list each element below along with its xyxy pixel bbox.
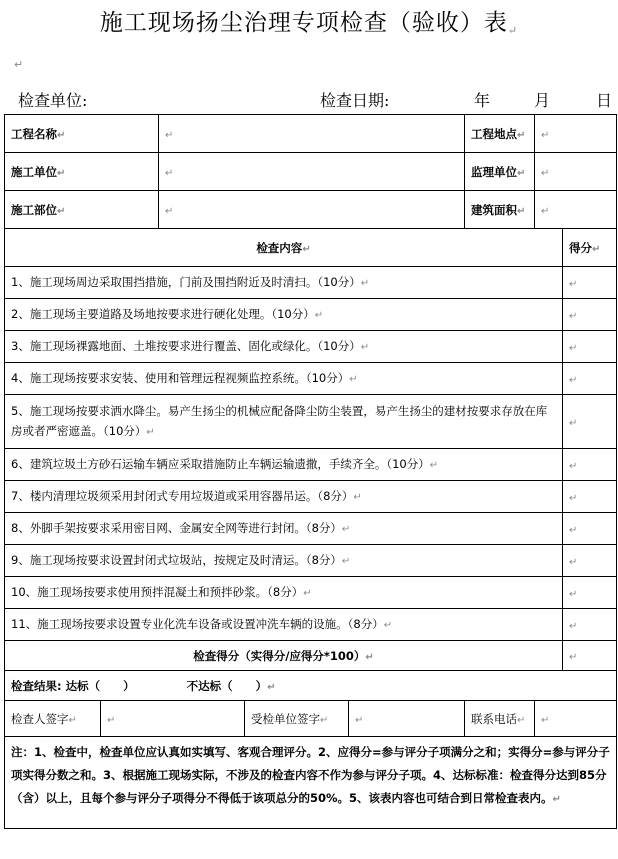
check-item: 5、施工现场按要求洒水降尘。易产生扬尘的机械应配备降尘防尘装置，易产生扬尘的建材按要求存放在库房或者严密遮盖。（10分）↵	[5, 395, 563, 449]
header-line	[18, 88, 616, 110]
form-title	[0, 4, 618, 37]
score-header: 得分↵	[563, 229, 617, 267]
result-row: 检查结果: 达标（ ） 不达标（ ）↵	[5, 671, 617, 701]
content-header: 检查内容↵	[5, 229, 563, 267]
check-item: 1、施工现场周边采取围挡措施，门前及围挡附近及时清扫。（10分）↵	[5, 267, 563, 299]
inspector-label: 检查人签字↵	[5, 701, 101, 737]
check-item: 4、施工现场按要求安装、使用和管理远程视频监控系统。（10分）↵	[5, 363, 563, 395]
inspected-unit-signature-field[interactable]: ↵	[349, 701, 465, 737]
construction-dept-label: 施工部位↵	[5, 191, 159, 229]
check-item: 9、施工现场按要求设置封闭式垃圾站，按规定及时清运。（8分）↵	[5, 545, 563, 577]
return-mark: ↵	[14, 58, 24, 71]
result-fail[interactable]: 不达标（ ）	[186, 678, 268, 693]
check-item: 6、建筑垃圾土方砂石运输车辆应采取措施防止车辆运输遗撒，手续齐全。（10分）↵	[5, 449, 563, 481]
score-field[interactable]: ↵	[563, 545, 617, 577]
project-location-label: 工程地点↵	[465, 115, 535, 153]
score-field[interactable]: ↵	[563, 577, 617, 609]
project-name-field[interactable]: ↵	[159, 115, 465, 153]
result-label: 检查结果:	[11, 678, 62, 693]
result-pass[interactable]: 达标（ ）	[65, 678, 135, 693]
phone-label: 联系电话↵	[465, 701, 535, 737]
building-area-field[interactable]: ↵	[535, 191, 617, 229]
inspect-unit-label: 检查单位:	[18, 91, 88, 110]
score-field[interactable]: ↵	[563, 331, 617, 363]
score-field[interactable]: ↵	[563, 513, 617, 545]
inspect-date-label: 检查日期:	[320, 91, 390, 110]
project-name-label: 工程名称↵	[5, 115, 159, 153]
score-field[interactable]: ↵	[563, 481, 617, 513]
score-field[interactable]: ↵	[563, 267, 617, 299]
return-mark: ↵	[507, 24, 519, 37]
building-area-label: 建筑面积↵	[465, 191, 535, 229]
supervision-unit-label: 监理单位↵	[465, 153, 535, 191]
score-field[interactable]: ↵	[563, 609, 617, 641]
score-field[interactable]: ↵	[563, 363, 617, 395]
date-year-label: 年	[474, 91, 491, 110]
supervision-unit-field[interactable]: ↵	[535, 153, 617, 191]
inspection-table	[4, 114, 617, 829]
score-field[interactable]: ↵	[563, 395, 617, 449]
date-day-label: 日	[596, 91, 613, 110]
check-item: 8、外脚手架按要求采用密目网、金属安全网等进行封闭。（8分）↵	[5, 513, 563, 545]
total-score-label: 检查得分（实得分/应得分*100）↵	[5, 641, 563, 671]
check-item: 10、施工现场按要求使用预拌混凝土和预拌砂浆。（8分）↵	[5, 577, 563, 609]
notes: 注：1、检查中，检查单位应认真如实填写、客观合理评分。2、应得分=参与评分子项满分之和；实得分=参与评分子项实得分数之和。3、根据施工现场实际，不涉及的检查内容不作为参与评分子项。4、达标标准：检查得分达到85分（含）以上，且每个参与评分子项得分不得低于该项总分的50%。5、该表内容也可结合到日常检查表内。↵	[5, 737, 617, 829]
phone-field[interactable]: ↵	[535, 701, 617, 737]
score-field[interactable]: ↵	[563, 299, 617, 331]
check-item: 2、施工现场主要道路及场地按要求进行硬化处理。（10分）↵	[5, 299, 563, 331]
total-score-field[interactable]: ↵	[563, 641, 617, 671]
check-item: 7、楼内清理垃圾须采用封闭式专用垃圾道或采用容器吊运。（8分）↵	[5, 481, 563, 513]
inspected-unit-label: 受检单位签字↵	[245, 701, 349, 737]
project-location-field[interactable]: ↵	[535, 115, 617, 153]
form-title-text: 施工现场扬尘治理专项检查（验收）表	[99, 10, 508, 36]
construction-unit-label: 施工单位↵	[5, 153, 159, 191]
inspector-signature-field[interactable]: ↵	[101, 701, 245, 737]
date-month-label: 月	[534, 91, 551, 110]
check-item: 3、施工现场裸露地面、土堆按要求进行覆盖、固化或绿化。（10分）↵	[5, 331, 563, 363]
construction-dept-field[interactable]: ↵	[159, 191, 465, 229]
check-item: 11、施工现场按要求设置专业化洗车设备或设置冲洗车辆的设施。（8分）↵	[5, 609, 563, 641]
construction-unit-field[interactable]: ↵	[159, 153, 465, 191]
score-field[interactable]: ↵	[563, 449, 617, 481]
